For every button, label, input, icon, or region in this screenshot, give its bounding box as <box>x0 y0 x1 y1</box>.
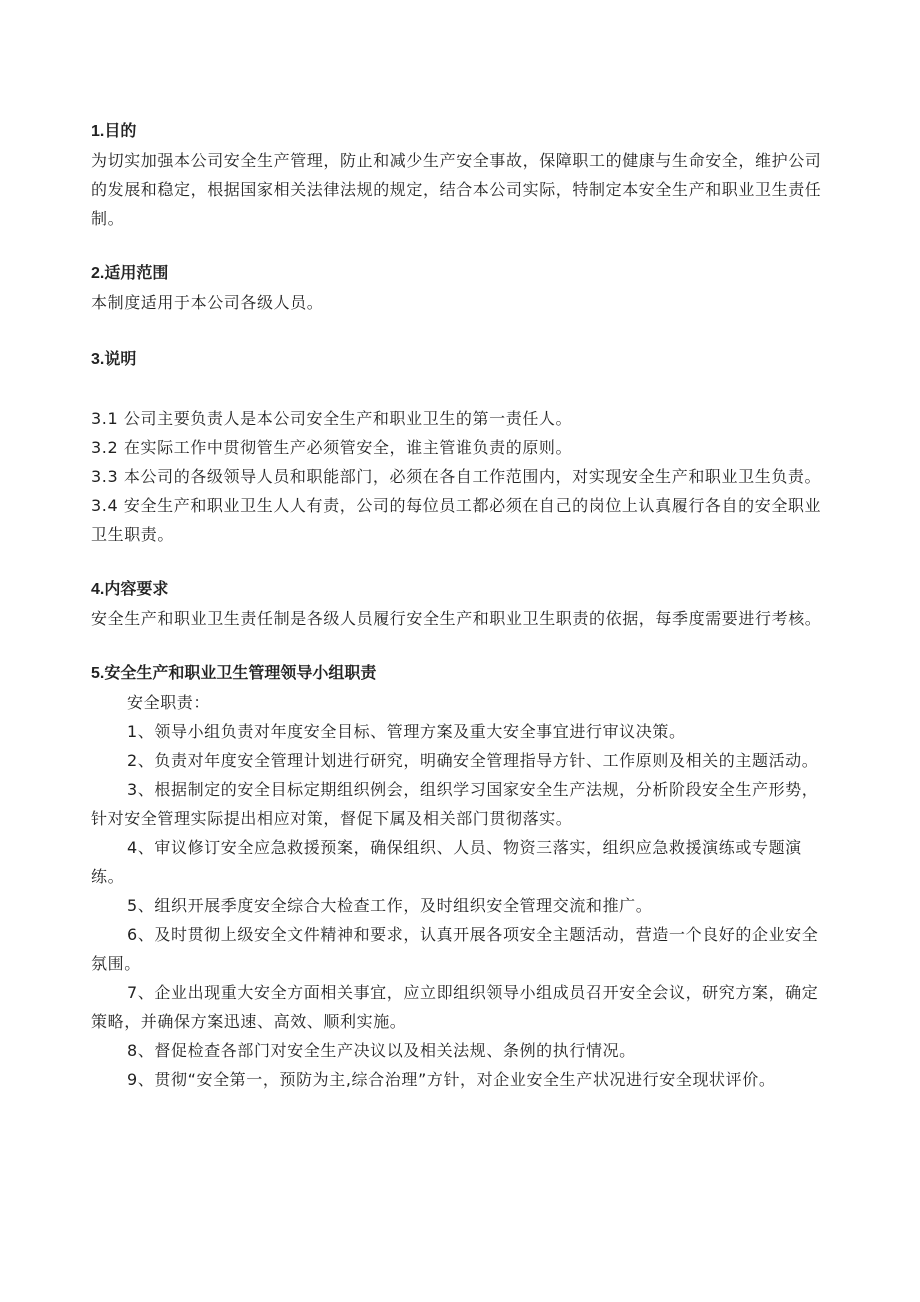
section-1-body: 为切实加强本公司安全生产管理，防止和减少生产安全事故，保障职工的健康与生命安全，维护公司的发展和稳定，根据国家相关法律法规的规定，结合本公司实际，特制定本安全生产和职业卫生责任制。 <box>91 151 822 228</box>
duty-item-5: 5、组织开展季度安全综合大检查工作，及时组织安全管理交流和推广。 <box>127 896 653 915</box>
section-4-body: 安全生产和职业卫生责任制是各级人员履行安全生产和职业卫生职责的依据，每季度需要进行考核。 <box>91 609 822 628</box>
section-5-subtitle: 安全职责： <box>127 693 211 712</box>
section-3-item-3: 3.3 本公司的各级领导人员和职能部门，必须在各自工作范围内，对实现安全生产和职业卫生负责。 <box>91 467 822 486</box>
duty-item-1: 1、领导小组负责对年度安全目标、管理方案及重大安全事宜进行审议决策。 <box>127 722 686 741</box>
duty-item-9: 9、贯彻“安全第一，预防为主,综合治理”方针，对企业安全生产状况进行安全现状评价。 <box>127 1070 776 1089</box>
duty-item-4: 4、审议修订安全应急救援预案，确保组织、人员、物资三落实，组织应急救援演练或专题演练。 <box>91 838 802 886</box>
spacer <box>91 233 831 259</box>
duty-item-7: 7、企业出现重大安全方面相关事宜，应立即组织领导小组成员召开安全会议，研究方案，确定策略，并确保方案迅速、高效、顺利实施。 <box>91 983 819 1031</box>
duty-item-3: 3、根据制定的安全目标定期组织例会，组织学习国家安全生产法规，分析阶段安全生产形势，针对安全管理实际提出相应对策，督促下属及相关部门贯彻落实。 <box>91 780 819 828</box>
section-2-body: 本制度适用于本公司各级人员。 <box>91 293 324 312</box>
section-3-item-4: 3.4 安全生产和职业卫生人人有责，公司的每位员工都必须在自己的岗位上认真履行各自的安全职业卫生职责。 <box>91 496 822 544</box>
section-3-title: 3.说明 <box>91 351 137 368</box>
section-3-item-2: 3.2 在实际工作中贯彻管生产必须管安全，谁主管谁负责的原则。 <box>91 438 573 457</box>
duty-item-8: 8、督促检查各部门对安全生产决议以及相关法规、条例的执行情况。 <box>127 1041 636 1060</box>
duty-item-6: 6、及时贯彻上级安全文件精神和要求，认真开展各项安全主题活动，营造一个良好的企业安全氛围。 <box>91 925 819 973</box>
duty-item-2: 2、负责对年度安全管理计划进行研究，明确安全管理指导方针、工作原则及相关的主题活动。 <box>127 751 819 770</box>
document-content <box>91 117 831 1094</box>
spacer <box>91 317 831 345</box>
section-3-item-1: 3.1 公司主要负责人是本公司安全生产和职业卫生的第一责任人。 <box>91 409 573 428</box>
spacer <box>91 549 831 575</box>
section-5-title: 5.安全生产和职业卫生管理领导小组职责 <box>91 665 377 682</box>
spacer <box>91 374 831 404</box>
spacer <box>91 633 831 659</box>
section-2-title: 2.适用范围 <box>91 265 169 282</box>
section-4-title: 4.内容要求 <box>91 581 169 598</box>
section-1-title: 1.目的 <box>91 123 137 140</box>
